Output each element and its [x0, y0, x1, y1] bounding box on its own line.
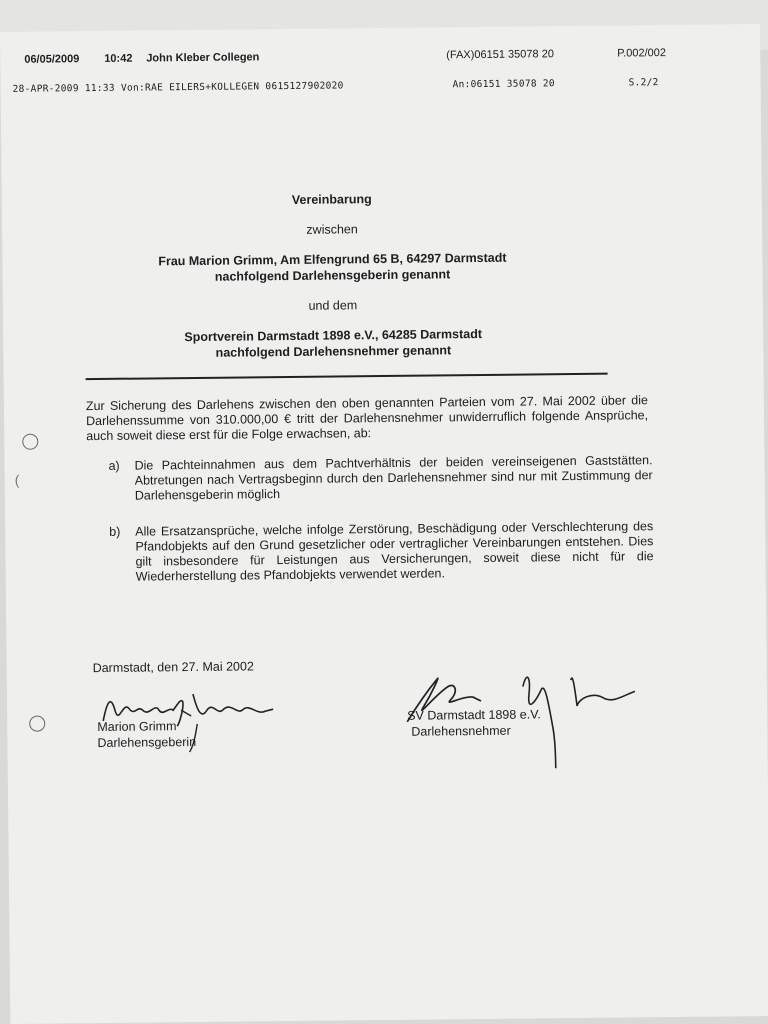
fax-document-page — [0, 24, 768, 1024]
and-text: und dem — [308, 298, 358, 313]
fax-page: P.002/002 — [617, 47, 667, 60]
fax-sender: John Kleber Collegen — [146, 51, 260, 65]
signatory1-role: Darlehensgeberin — [97, 734, 197, 751]
document-title: Vereinbarung — [291, 192, 372, 207]
clause-a-marker: a) — [108, 458, 120, 473]
clause-b-marker: b) — [109, 524, 121, 539]
clause-b-text: Alle Ersatzansprüche, welche infolge Zerstörung, Beschädigung oder Verschlechterung des Pfandobjekts auf den Grund gesetzlicher oder vertraglicher Vereinbarungen entstehen. Dies gilt insbesondere für Leistungen aus Versicherungen, soweit diese nicht für die Wiederherstellung des Pfandobjekts verwendet werden. — [135, 519, 654, 584]
intro-paragraph: Zur Sicherung des Darlehens zwischen den oben genannten Parteien vom 27. Mai 2002 über die Darlehenssumme von 310.000,00 € tritt der Darlehensnehmer unwiderruflich folgende Ansprüche, auch soweit diese erst für die Folge erwachsen, ab: — [85, 393, 649, 444]
party1-line1: Frau Marion Grimm, Am Elfengrund 65 B, 64297 Darmstadt — [158, 250, 507, 269]
signatory2-name: SV Darmstadt 1898 e.V. — [407, 707, 541, 723]
signatory2-role: Darlehensnehmer — [411, 723, 511, 739]
fax-recipient: An:06151 35078 20 — [452, 78, 555, 91]
signatory1-name: Marion Grimm — [97, 719, 177, 735]
party2-line2: nachfolgend Darlehensnehmer genannt — [215, 343, 452, 360]
punch-hole-lower — [29, 716, 45, 732]
margin-mark: ( — [14, 471, 20, 488]
clause-b — [109, 519, 654, 585]
fax-date: 06/05/2009 — [24, 53, 80, 66]
punch-hole-upper — [22, 434, 38, 450]
separator-line — [86, 373, 608, 380]
party1-line2: nachfolgend Darlehensgeberin genannt — [214, 267, 451, 284]
fax-page-2: S.2/2 — [628, 77, 659, 89]
clause-a-text: Die Pachteinnahmen aus dem Pachtverhältnis der beiden vereinseigenen Gaststätten. Abtretungen nach Vertragsbeginn durch den Darlehensnehmer sind nur mit Zustimmung der Darlehensgeberin möglich — [134, 453, 653, 503]
party2-line1: Sportverein Darmstadt 1898 e.V., 64285 Darmstadt — [184, 326, 483, 345]
place-and-date: Darmstadt, den 27. Mai 2002 — [92, 659, 254, 676]
fax-number: (FAX)06151 35078 20 — [446, 48, 554, 62]
fax-transmission-line: 28-APR-2009 11:33 Von:RAE EILERS+KOLLEGEN 0615127902020 — [12, 80, 344, 95]
between-text: zwischen — [306, 222, 358, 237]
fax-time: 10:42 — [104, 52, 133, 65]
clause-a — [108, 453, 652, 504]
